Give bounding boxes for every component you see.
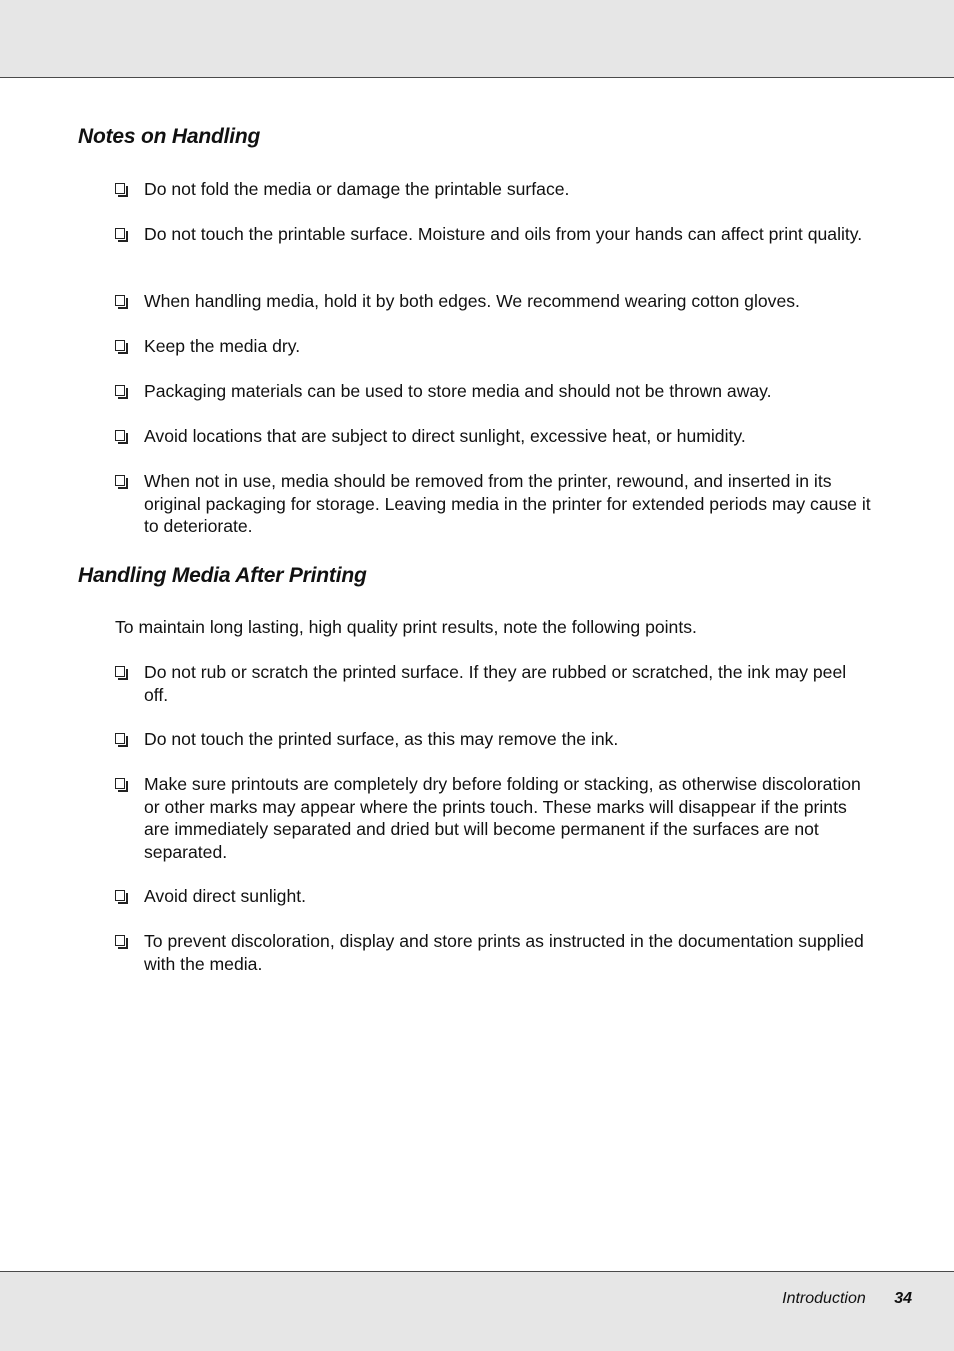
checkbox-bullet-icon	[115, 183, 125, 194]
list-item: When handling media, hold it by both edges. We recommend wearing cotton gloves.	[115, 290, 875, 313]
checkbox-bullet-icon	[115, 340, 125, 351]
page-footer-band	[0, 1271, 954, 1351]
section-title-handling-media-after-printing: Handling Media After Printing	[78, 564, 367, 587]
section-intro-text: To maintain long lasting, high quality print results, note the following points.	[115, 617, 697, 637]
list-item: When not in use, media should be removed from the printer, rewound, and inserted in its original packaging for storage. Leaving media in the printer for extended periods may cause it to deteriorate.	[115, 470, 875, 538]
footer-page-number: 34	[894, 1290, 912, 1307]
list-item: Packaging materials can be used to store media and should not be thrown away.	[115, 380, 875, 403]
list-item: To prevent discoloration, display and store prints as instructed in the documentation supplied with the media.	[115, 930, 875, 975]
section-title-notes-on-handling: Notes on Handling	[78, 125, 261, 148]
checkbox-bullet-icon	[115, 475, 125, 486]
checkbox-bullet-icon	[115, 430, 125, 441]
checkbox-bullet-icon	[115, 890, 125, 901]
list-item: Make sure printouts are completely dry before folding or stacking, as otherwise discoloration or other marks may appear where the prints touch. These marks will disappear if the prints are immediately separated and dried but will become permanent if the surfaces are not separated.	[115, 773, 875, 863]
list-item: Do not rub or scratch the printed surface. If they are rubbed or scratched, the ink may peel off.	[115, 661, 875, 706]
list-item: Do not touch the printed surface, as this may remove the ink.	[115, 728, 875, 751]
list-item: Avoid direct sunlight.	[115, 885, 875, 908]
footer-running-text	[782, 1290, 912, 1308]
list-item: Do not touch the printable surface. Moisture and oils from your hands can affect print quality.	[115, 223, 875, 246]
page-header-band	[0, 0, 954, 78]
checkbox-bullet-icon	[115, 778, 125, 789]
checkbox-bullet-icon	[115, 733, 125, 744]
footer-section-name: Introduction	[782, 1290, 866, 1307]
checkbox-bullet-icon	[115, 385, 125, 396]
checkbox-bullet-icon	[115, 935, 125, 946]
checkbox-bullet-icon	[115, 228, 125, 239]
list-item: Keep the media dry.	[115, 335, 875, 358]
checkbox-bullet-icon	[115, 295, 125, 306]
checkbox-bullet-icon	[115, 666, 125, 677]
list-item: Avoid locations that are subject to direct sunlight, excessive heat, or humidity.	[115, 425, 875, 448]
list-item: Do not fold the media or damage the printable surface.	[115, 178, 875, 201]
